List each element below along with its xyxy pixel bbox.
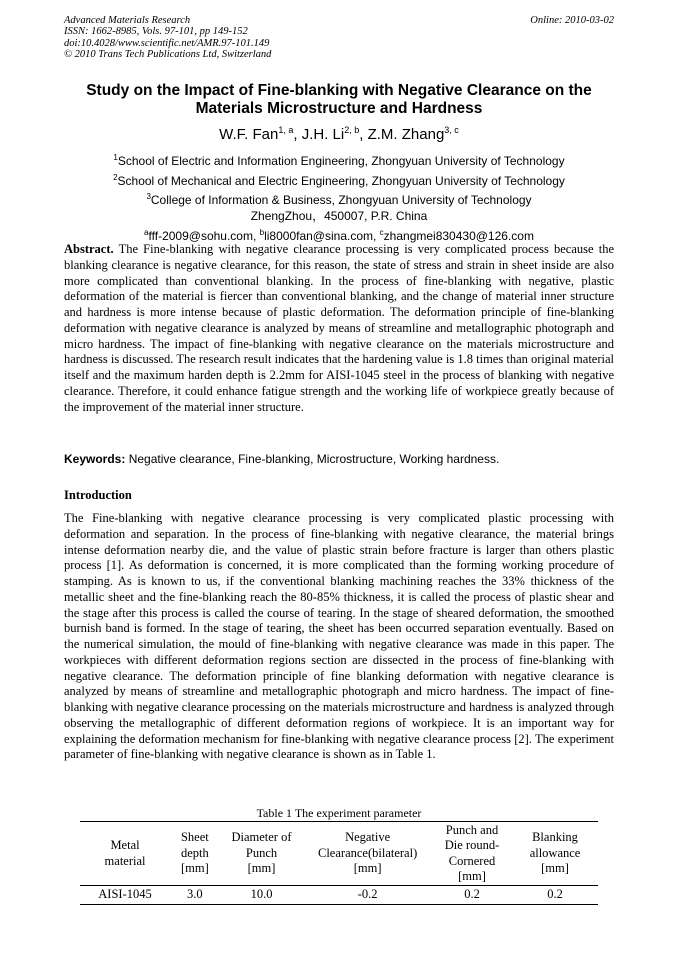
keywords-label: Keywords: bbox=[64, 452, 126, 466]
header-line: Sheet bbox=[180, 830, 209, 845]
author-name: Z.M. Zhang bbox=[367, 126, 445, 143]
table-header-cell bbox=[80, 822, 170, 886]
header-line: [mm] bbox=[180, 861, 209, 876]
author-sup: 1, a bbox=[278, 125, 294, 135]
author-sup: 3, c bbox=[444, 125, 459, 135]
author-name: W.F. Fan bbox=[219, 126, 279, 143]
journal-name: Advanced Materials Research bbox=[64, 15, 191, 26]
header-line: depth bbox=[180, 845, 209, 860]
affiliation-3 bbox=[0, 189, 678, 209]
affiliation-text: School of Electric and Information Engineering, Zhongyuan University of Technology bbox=[117, 154, 565, 168]
section-heading-introduction: Introduction bbox=[64, 488, 132, 502]
table-cell: 10.0 bbox=[220, 886, 304, 905]
header-line: material bbox=[104, 853, 146, 868]
table-cell: -0.2 bbox=[303, 886, 432, 905]
affiliation-text: College of Information & Business, Zhongyuan University of Technology bbox=[150, 193, 532, 208]
table-cell: 0.2 bbox=[432, 886, 512, 905]
keywords-text: Negative clearance, Fine-blanking, Microstructure, Working hardness. bbox=[128, 452, 500, 466]
table-row bbox=[80, 886, 598, 905]
issn-line: ISSN: 1662-8985, Vols. 97-101, pp 149-152 bbox=[64, 26, 248, 38]
keywords-line bbox=[64, 452, 614, 467]
paper-title bbox=[60, 82, 618, 118]
header-line: Blanking bbox=[532, 830, 578, 845]
abstract-paragraph bbox=[64, 242, 614, 415]
affiliation-2 bbox=[0, 170, 678, 190]
header-line: [mm] bbox=[541, 861, 569, 876]
table-header-cell bbox=[170, 822, 220, 886]
header-line: Diameter of bbox=[231, 830, 292, 845]
header-line: Punch bbox=[245, 845, 278, 860]
email-sup: c bbox=[379, 227, 384, 237]
header-line: Die round- bbox=[444, 838, 500, 852]
header-line: Clearance(bilateral) bbox=[318, 845, 418, 860]
table-cell: AISI-1045 bbox=[80, 886, 170, 905]
table-caption: Table 1 The experiment parameter bbox=[256, 806, 422, 820]
table-header-cell bbox=[303, 822, 432, 886]
table-cell: 0.2 bbox=[512, 886, 598, 905]
affiliation-text: School of Mechanical and Electric Engineering, Zhongyuan University of Technology bbox=[117, 173, 565, 188]
email-b: li8000fan@sina.com, bbox=[264, 228, 380, 243]
author-list: W.F. Fan$^{1, a}$, J.H. Li$^{2, b}$, Z.M. Zhang$^{3, c}$ bbox=[219, 125, 459, 143]
header-line: [mm] bbox=[458, 869, 486, 883]
email-sup: b bbox=[259, 227, 265, 237]
online-date: Online: 2010-03-02 bbox=[530, 15, 614, 26]
title-line-1: Study on the Impact of Fine-blanking with Negative Clearance on the bbox=[86, 82, 592, 99]
header-line: allowance bbox=[529, 845, 581, 860]
header-line: [mm] bbox=[353, 861, 382, 876]
table-header-cell bbox=[220, 822, 304, 886]
affiliations bbox=[0, 150, 678, 245]
author-name: J.H. Li bbox=[301, 126, 345, 143]
page-header bbox=[64, 15, 614, 61]
header-line: Punch and bbox=[445, 822, 499, 837]
affiliation-sup: 1 bbox=[113, 153, 118, 162]
table-cell: 3.0 bbox=[170, 886, 220, 905]
affiliation-city: ZhengZhou，450007, P.R. China bbox=[250, 209, 428, 224]
abstract-label: Abstract. bbox=[64, 242, 114, 256]
email-sup: a bbox=[144, 227, 149, 237]
header-line: Metal bbox=[110, 838, 140, 852]
introduction-paragraph: The Fine-blanking with negative clearance processing is very complicated plastic processing with deformation and separation. In the process of fine-blanking with negative clearance, the material brings intense deformation nearby die, and the value of plastic strain before fracture is larger than others plastic process [1]. As deformation is concerned, it is more complicated than the forming working procedure of stamping. As is known to us, if the conventional blanking machining reaches the 33% thickness of the metallic sheet and the fine-blanking reach the 80-85% thickness, it is called the process of plastic shear and the stage after this process is called the course of tearing. In the stage of sheared deformation, the smoothed burnish band is formed. In the stage of tearing, the sheet has been occurred separation eventually. Based on the numerical simulation, the mould of fine-blanking with negative clearance was made in this paper. The workpieces with different deformation regions section are dissected in the process of fine-blanking with negative clearance. The deformation principle of fine blanking deformation with negative clearance is analyzed by means of streamline and metallographic photograph and micro hardness. The impact of fine-blanking with negative clearance processing on the materials microstructure and hardness is analyzed through observing the metallographic of different deformation regions of workpiece. It is an important way for explaining the deformation mechanism for fine-blanking with negative clearance process [2]. The experiment parameter of fine-blanking with negative clearance is shown as in Table 1. bbox=[64, 511, 614, 762]
affiliation-sup: 3 bbox=[146, 192, 151, 202]
copyright-line: © 2010 Trans Tech Publications Ltd, Switzerland bbox=[64, 49, 272, 61]
header-line: [mm] bbox=[247, 861, 276, 876]
affiliation-sup: 2 bbox=[113, 172, 118, 182]
header-line: Cornered bbox=[448, 853, 496, 868]
email-c: zhangmei830430@126.com bbox=[383, 228, 534, 243]
affiliation-1 bbox=[0, 150, 678, 170]
doi-line: doi:10.4028/www.scientific.net/AMR.97-101.149 bbox=[64, 37, 270, 49]
table-header-cell bbox=[512, 822, 598, 886]
table-header-cell bbox=[432, 822, 512, 886]
title-line-2: Materials Microstructure and Hardness bbox=[195, 100, 483, 117]
abstract-text: The Fine-blanking with negative clearance processing is very complicated process because the blanking clearance is negative clearance, for this reason, the state of stress and strain in sheet inside are also more complicated than conventional blanking. In the process of fine-blanking with negative, plastic deformation of the material is fiercer than conventional blanking, and the change of material inner structure and hardness is more intense because of plastic deformation. The deformation principle of fine-blanking deformation with negative clearance is analyzed by means of streamline and metallographic photograph and micro hardness. The impact of fine-blanking with negative clearance on the materials microstructure and hardness is discussed. The research result indicates that the hardening value is 1.8 times than original material itself and the maximum harden depth is 2.2mm for AISI-1045 steel in the process of blanking with negative clearance. Therefore, it could enhance fatigue strength and the working life of workpiece greatly because of the improvement of the material inner structure. bbox=[64, 242, 614, 414]
experiment-parameter-table bbox=[80, 821, 598, 905]
table-header-row bbox=[80, 822, 598, 886]
author-sup: 2, b bbox=[344, 125, 360, 135]
header-line: Negative bbox=[345, 830, 391, 845]
email-a: fff-2009@sohu.com, bbox=[148, 228, 260, 243]
